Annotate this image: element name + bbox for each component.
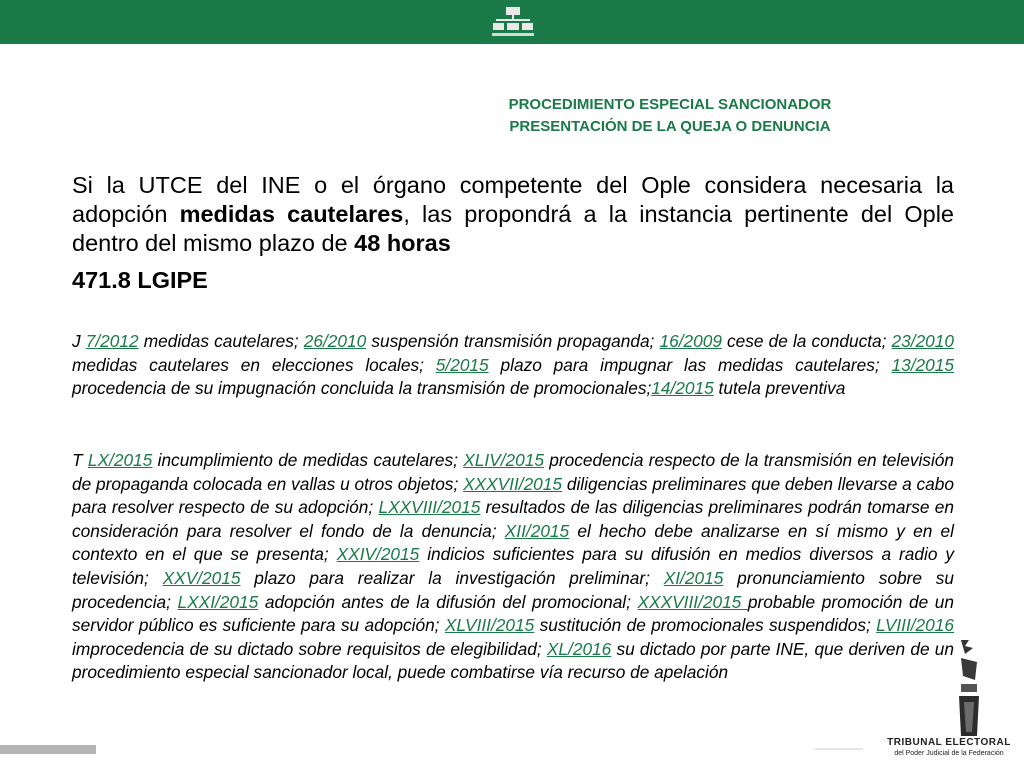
title-line-2: PRESENTACIÓN DE LA QUEJA O DENUNCIA bbox=[509, 118, 831, 135]
title-line-1: PROCEDIMIENTO ESPECIAL SANCIONADOR bbox=[508, 96, 832, 113]
criterion-description: diligencias preliminares que deben llevarse a cabo para resolver respecto de su adopción; bbox=[72, 473, 954, 518]
criterion-link[interactable]: XII/2015 bbox=[504, 520, 570, 541]
criterion-link[interactable]: LX/2015 bbox=[87, 450, 153, 470]
criterion-link[interactable]: 5/2015 bbox=[435, 354, 489, 375]
criterion-description: probable promoción de un servidor público es suficiente para su adopción; bbox=[72, 591, 954, 636]
criterion-link[interactable]: XLIV/2015 bbox=[463, 450, 544, 470]
criterion-link[interactable]: LVIII/2016 bbox=[876, 615, 954, 636]
tribunal-logo bbox=[880, 737, 1018, 758]
criterion-link[interactable]: 26/2010 bbox=[303, 331, 367, 351]
intro-paragraph bbox=[72, 171, 954, 258]
criterion-link[interactable]: XL/2016 bbox=[546, 638, 612, 659]
tribunal-seal-icon bbox=[955, 640, 981, 736]
jurisprudencia-paragraph bbox=[72, 330, 954, 401]
criterion-description: incumplimiento de medidas cautelares; bbox=[152, 450, 464, 470]
criterion-link[interactable]: XLVIII/2015 bbox=[444, 615, 535, 636]
footer-bar bbox=[0, 745, 96, 754]
criterion-link[interactable]: XXV/2015 bbox=[162, 567, 241, 588]
criterion-description: cese de la conducta; bbox=[721, 331, 892, 351]
criterion-description: improcedencia de su dictado sobre requisitos de elegibilidad; bbox=[72, 638, 547, 659]
list-prefix: J bbox=[72, 331, 86, 351]
criterion-description: resultados de las diligencias preliminares podrán tomarse en consideración para resolver el fondo de la denuncia; bbox=[72, 497, 955, 541]
criterion-description: medidas cautelares; bbox=[138, 331, 304, 351]
intro-emphasis-deadline: 48 horas bbox=[354, 230, 451, 256]
criterion-description: su dictado por parte INE, que deriven de un procedimiento especial sancionador local, puede combatirse vía recurso de apelación bbox=[72, 638, 954, 683]
criterion-description: tutela preventiva bbox=[713, 378, 846, 399]
criterion-description: pronunciamiento sobre su procedencia; bbox=[72, 567, 954, 612]
criterion-link[interactable]: 16/2009 bbox=[659, 331, 722, 351]
tesis-paragraph bbox=[72, 449, 954, 685]
logo-line-2: del Poder Judicial de la Federación bbox=[894, 750, 1004, 757]
intro-text: Si la UTCE del INE o el órgano competente del Ople considera necesaria la adopción bbox=[72, 172, 954, 227]
criterion-description: suspensión transmisión propaganda; bbox=[366, 331, 660, 351]
legal-reference: 471.8 LGIPE bbox=[72, 267, 208, 293]
criterion-link[interactable]: XI/2015 bbox=[663, 567, 724, 588]
criterion-description: plazo para impugnar las medidas cautelares; bbox=[488, 354, 892, 375]
org-chart-icon bbox=[491, 4, 535, 40]
criterion-link[interactable]: 23/2010 bbox=[891, 331, 955, 351]
criterion-description: el hecho debe analizarse en sí mismo y en el contexto en el que se presenta; bbox=[72, 520, 954, 565]
criterion-description: medidas cautelares en elecciones locales; bbox=[72, 354, 436, 375]
criterion-description: plazo para realizar la investigación preliminar; bbox=[240, 567, 664, 588]
logo-line-1: TRIBUNAL ELECTORAL bbox=[887, 737, 1011, 748]
criterion-description: indicios suficientes para su difusión en medios diversos a radio y televisión; bbox=[72, 544, 954, 588]
criterion-description: sustitución de promocionales suspendidos; bbox=[534, 615, 877, 636]
criterion-description: procedencia de su impugnación concluida la transmisión de promocionales; bbox=[72, 378, 652, 399]
criterion-link[interactable]: 13/2015 bbox=[891, 354, 954, 375]
criterion-description: procedencia respecto de la transmisión en televisión de propaganda colocada en vallas u otros objetos; bbox=[72, 450, 955, 494]
list-prefix: T bbox=[72, 450, 88, 470]
criterion-link[interactable]: 7/2012 bbox=[85, 331, 139, 351]
criterion-link[interactable]: LXXI/2015 bbox=[177, 591, 259, 612]
criterion-link[interactable]: LXXVIII/2015 bbox=[378, 497, 481, 518]
criterion-link[interactable]: XXXVII/2015 bbox=[463, 473, 563, 494]
intro-text: , las propondrá a la instancia pertinente del Ople dentro del mismo plazo de bbox=[72, 201, 954, 256]
intro-emphasis-measures: medidas cautelares bbox=[179, 201, 404, 227]
criterion-link[interactable]: 14/2015 bbox=[651, 378, 714, 399]
footer-divider bbox=[815, 748, 863, 750]
page-title bbox=[470, 94, 870, 138]
criterion-link[interactable]: XXXVIII/2015 bbox=[637, 591, 748, 612]
criterion-link[interactable]: XXIV/2015 bbox=[336, 544, 420, 565]
criterion-description: adopción antes de la difusión del promocional; bbox=[258, 591, 638, 612]
